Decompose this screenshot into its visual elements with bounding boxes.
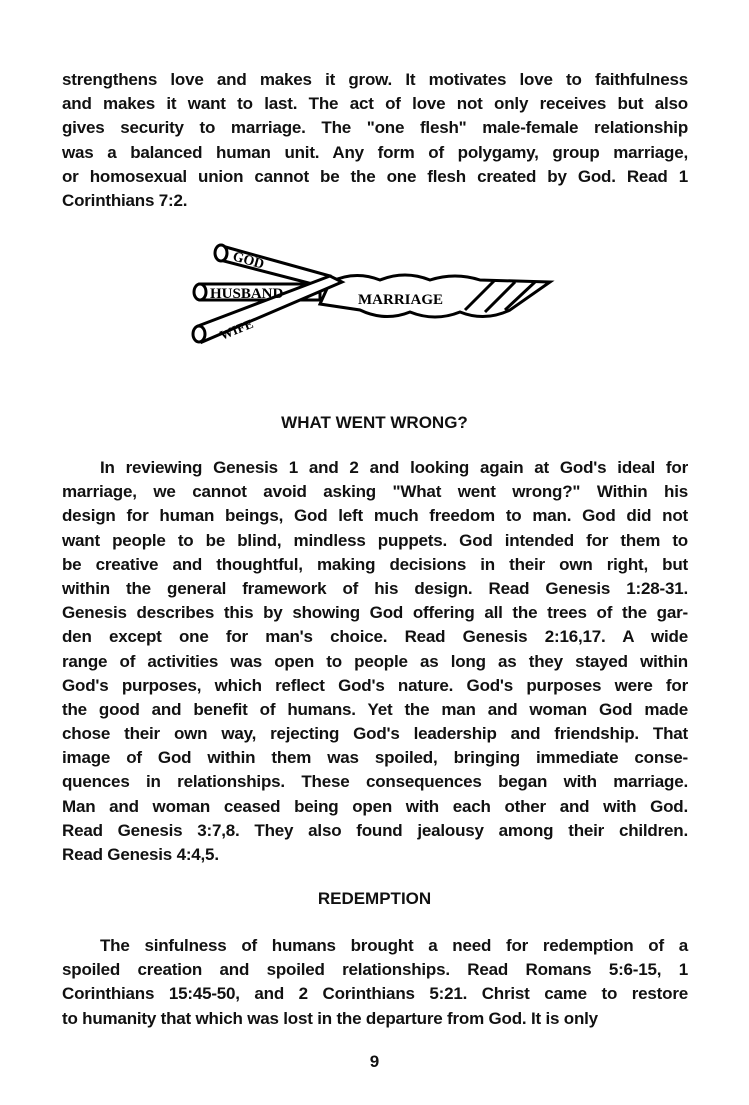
text-line: Read Genesis 4:4,5. [62, 845, 219, 864]
text-line: the good and benefit of humans. Yet the man and woman God made [62, 699, 688, 719]
text-line: Corinthians 7:2. [62, 190, 188, 210]
paragraph-what-went-wrong [62, 456, 688, 867]
text-line: want people to be blind, mindless puppets. God intended for them to [62, 530, 688, 550]
text-line: In reviewing Genesis 1 and 2 and looking again at God's ideal for [100, 458, 688, 477]
text-line: was a balanced human unit. Any form of polygamy, group marriage, [62, 142, 688, 162]
text-line: or homosexual union cannot be the one flesh created by God. Read 1 [62, 166, 688, 186]
text-line: Man and woman ceased being open with each other and with God. [62, 796, 688, 816]
text-line: gives security to marriage. The "one flesh" male-female relationship [62, 118, 688, 138]
label-god: GOD [230, 249, 266, 273]
label-marriage: MARRIAGE [358, 292, 443, 308]
text-line: quences in relationships. These consequences began with marriage. [62, 772, 688, 792]
paragraph-redemption [62, 934, 688, 1031]
text-line: be creative and thoughtful, making decisions in their own right, but [62, 554, 688, 574]
page-number: 9 [369, 1052, 380, 1071]
label-wife: WIFE [217, 315, 256, 343]
heading-what-went-wrong: WHAT WENT WRONG? [281, 413, 468, 432]
text-line: Genesis describes this by showing God offering all the trees of the gar- [62, 603, 688, 623]
paragraph-one-flesh [62, 68, 688, 213]
rope-diagram [180, 230, 560, 360]
heading-redemption: REDEMPTION [317, 889, 432, 908]
text-line: spoiled creation and spoiled relationships. Read Romans 5:6-15, 1 [62, 960, 688, 980]
text-line: God's purposes, which reflect God's nature. God's purposes were for [62, 675, 688, 695]
text-line: design for human beings, God left much freedom to man. God did not [62, 506, 688, 526]
text-line: strengthens love and makes it grow. It motivates love to faithfulness [62, 70, 688, 89]
text-line: to humanity that which was lost in the departure from God. It is only [62, 1008, 598, 1028]
text-line: and makes it want to last. The act of love not only receives but also [62, 94, 688, 114]
text-line: marriage, we cannot avoid asking "What went wrong?" Within his [62, 482, 688, 502]
text-line: within the general framework of his design. Read Genesis 1:28-31. [62, 578, 688, 598]
text-line: Read Genesis 3:7,8. They also found jealousy among their children. [62, 820, 688, 840]
text-line: den except one for man's choice. Read Genesis 2:16,17. A wide [62, 627, 688, 647]
text-line: image of God within them was spoiled, bringing immediate conse- [62, 748, 688, 768]
text-line: range of activities was open to people as long as they stayed within [62, 651, 688, 671]
text-line: Corinthians 15:45-50, and 2 Corinthians 5:21. Christ came to restore [62, 984, 688, 1004]
label-husband: HUSBAND [210, 286, 284, 302]
text-line: The sinfulness of humans brought a need for redemption of a [100, 936, 688, 955]
text-line: chose their own way, rejecting God's leadership and friendship. That [62, 724, 688, 744]
